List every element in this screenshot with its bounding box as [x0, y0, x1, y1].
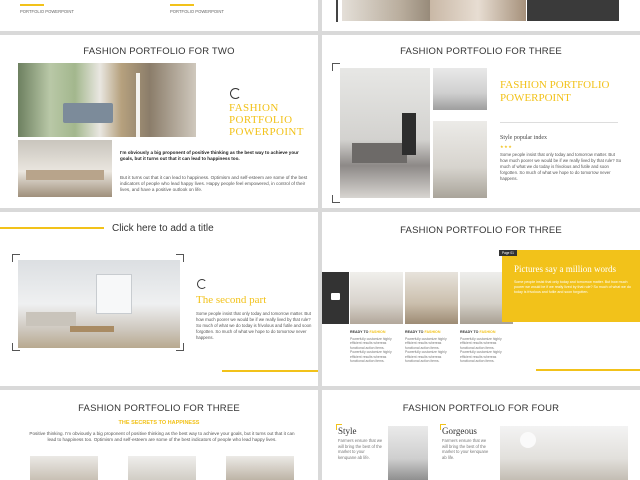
interior-photo — [433, 68, 487, 110]
slide-title: FASHION PORTFOLIO FOR THREE — [78, 403, 240, 414]
forest-room-photo — [18, 63, 196, 137]
feature-block — [442, 426, 492, 460]
slide-title[interactable]: Click here to add a title — [112, 223, 214, 234]
slide-portfolio-for-three-c[interactable] — [0, 390, 318, 480]
gallery-photo — [226, 456, 294, 480]
camera-icon — [331, 293, 340, 300]
slide-heading: FASHION PORTFOLIO POWERPOINT — [229, 102, 304, 138]
rating-stars — [500, 144, 512, 149]
gallery-photo — [405, 272, 458, 324]
slide-portfolio-for-four[interactable] — [322, 390, 640, 480]
gallery-photo — [350, 272, 403, 324]
paragraph: Some people insist that only today and tomorrow matter. But how much poorer we would be if we really lived by that rule? So much of what we do today is frivolous and futile and soon forgotten. So much of what we hope to do tomorrow never happens. — [196, 311, 312, 340]
slide-top-right[interactable] — [322, 0, 640, 31]
block-text: Farmers ensure that we will bring the best of the market to your kenquane ab life. — [338, 438, 383, 460]
yellow-panel — [502, 250, 640, 322]
camera-panel — [322, 272, 349, 324]
paragraph: But it turns out that it can lead to happiness. Optimism and self-esteem are some of the best indicators of people who lead happy lives. Happy people feel empowered, in control of their lives, and have a positive outlook on life. — [120, 175, 308, 193]
slide-top-left[interactable] — [0, 0, 318, 31]
dark-panel — [527, 0, 619, 21]
corner-mark — [440, 424, 446, 430]
slide-title: FASHION PORTFOLIO FOR TWO — [83, 46, 235, 57]
gallery-photo — [128, 456, 196, 480]
slide-add-title[interactable] — [0, 212, 318, 386]
col-text: Powerfully customize highly efficient results whereas functional action items. Powerfully customize highly efficient results whereas functional action items. — [460, 337, 502, 364]
slide-portfolio-for-three-b[interactable] — [322, 212, 640, 386]
star-icon: ★ — [504, 144, 509, 149]
slide-label: PORTFOLIO POWERPOINT — [20, 9, 74, 14]
feature-col — [350, 330, 400, 363]
feature-col — [405, 330, 455, 363]
col-label: READY TO — [460, 330, 479, 334]
bedroom-photo — [340, 68, 430, 198]
slide-label: PORTFOLIO POWERPOINT — [170, 9, 224, 14]
paragraph: Positive thinking. I'm obviously a big proponent of positive thinking as the best way to achieve your goals, but it turns out that it can lead to happiness too. Optimism and self-esteem are some of the best indicators of people who lead happy lives. — [29, 431, 295, 443]
accent-line — [170, 4, 194, 6]
paragraph: Some people insist that only today and tomorrow matter. But how much poorer we would be if we really lived by that rule? So much of what we do today is frivolous and futile and soon forgotten. So much of what we hope to do tomorrow never happens. — [500, 152, 622, 181]
page-tag: Page 01 — [499, 250, 517, 256]
living-room-photo — [18, 260, 180, 348]
slide-title: FASHION PORTFOLIO FOR FOUR — [402, 403, 560, 414]
col-label: READY TO — [405, 330, 424, 334]
slide-subtitle: THE SECRETS TO HAPPINESS — [118, 420, 200, 426]
room-photo — [430, 0, 526, 21]
col-label: READY TO — [350, 330, 369, 334]
slide-heading: The second part — [196, 294, 267, 306]
accent-bar-right — [222, 370, 318, 372]
gallery-photo — [30, 456, 98, 480]
accent-line — [20, 4, 44, 6]
star-icon: ★ — [500, 144, 505, 149]
feature-block — [338, 426, 384, 460]
block-heading: Gorgeous — [442, 426, 477, 436]
refresh-icon — [230, 88, 241, 99]
accent-bar-right — [536, 369, 640, 371]
refresh-icon — [197, 279, 207, 289]
col-accent: FASHION — [479, 330, 496, 334]
block-heading: Style — [338, 426, 357, 436]
interior-photo — [433, 121, 487, 198]
kitchen-photo — [18, 140, 112, 197]
bracket-bottom-left — [332, 195, 340, 203]
dining-photo — [500, 426, 628, 480]
col-text: Powerfully customize highly efficient results whereas functional action items. Powerfully customize highly efficient results whereas functional action items. — [405, 337, 447, 364]
slide-title: FASHION PORTFOLIO FOR THREE — [400, 46, 562, 57]
panel-text: Some people insist that only today and tomorrow matter. But how much poorer we would be if we really lived by that rule? So much of what we do today is frivolous and futile and soon forgotten. — [514, 280, 631, 294]
slide-portfolio-for-two[interactable] — [0, 35, 318, 208]
subheading: Style popular index — [500, 135, 547, 141]
slide-heading: FASHION PORTFOLIO POWERPOINT — [500, 79, 610, 104]
panel-heading: Pictures say a million words — [514, 264, 616, 274]
room-photo — [342, 0, 440, 21]
col-accent: FASHION — [369, 330, 386, 334]
star-icon: ★ — [508, 144, 513, 149]
feature-col — [460, 330, 510, 363]
slide-title: FASHION PORTFOLIO FOR THREE — [400, 225, 562, 236]
accent-bar-left — [0, 227, 104, 229]
bracket-left — [336, 0, 338, 22]
col-text: Powerfully customize highly efficient results whereas functional action items. Powerfully customize highly efficient results whereas functional action items. — [350, 337, 392, 364]
bold-paragraph: I'm obviously a big proponent of positive thinking as the best way to achieve your goals, but it turns out that it can lead to happiness too. — [120, 150, 299, 162]
bathroom-photo — [388, 426, 428, 480]
divider — [500, 122, 618, 123]
corner-mark — [336, 424, 342, 430]
slide-portfolio-for-three-a[interactable] — [322, 35, 640, 208]
col-accent: FASHION — [424, 330, 441, 334]
bracket-top-left — [332, 63, 340, 71]
block-text: Farmers ensure that we will bring the best of the market to your kenquane ab life. — [442, 438, 489, 460]
